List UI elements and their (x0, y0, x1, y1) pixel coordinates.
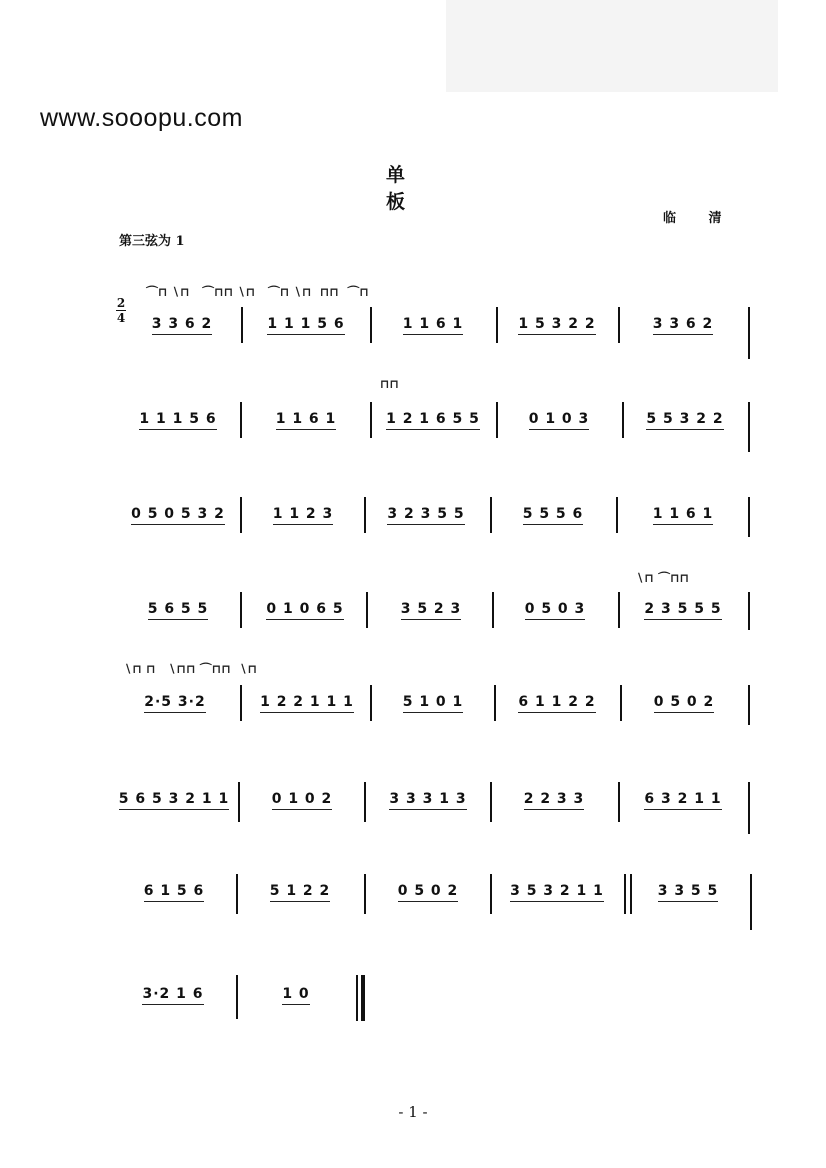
watermark: www.sooopu.com (40, 104, 243, 132)
bowing-marks: ∖⊓ ⌒⊓⊓ (636, 571, 690, 585)
measure: 0 5 0 2 (372, 872, 484, 912)
score-row (0, 590, 826, 630)
measure: 6 1 5 6 (118, 872, 230, 912)
measure: 1 2 1 6 5 5 (378, 400, 488, 440)
measure: 0 5 0 5 3 2 (124, 495, 232, 535)
measure: 6 1 1 2 2 (502, 683, 612, 723)
time-signature-top: 2 (116, 296, 126, 310)
measure: 5 5 3 2 2 (630, 400, 740, 440)
measure: 3 5 3 2 1 1 (498, 872, 616, 912)
page-number: - 1 - (398, 1103, 428, 1121)
measure: 3 3 6 2 (628, 305, 738, 345)
score-row (0, 872, 826, 912)
measure: 2·5 3·2 (118, 683, 232, 723)
score-row (0, 780, 826, 820)
score-row (0, 975, 826, 1015)
score-row (0, 495, 826, 535)
score-row (0, 305, 826, 345)
measure: 0 5 0 3 (500, 590, 610, 630)
measure: 0 1 0 6 5 (250, 590, 360, 630)
measure: 2 2 3 3 (498, 780, 610, 820)
measure: 1 1 2 3 (250, 495, 356, 535)
measure: 1 5 3 2 2 (504, 305, 610, 345)
measure: 5 6 5 3 2 1 1 (116, 780, 232, 820)
bowing-marks: ⌒⊓ ∖⊓ ⌒⊓⊓ ∖⊓ ⌒⊓ ∖⊓ ⊓⊓ ⌒⊓ (146, 285, 369, 299)
composer: 临 清 (663, 211, 736, 226)
scan-artifact (446, 0, 778, 92)
tuning-note: 第三弦为 1 (119, 234, 185, 249)
measure: 5 1 2 2 (244, 872, 356, 912)
measure: 3 2 3 5 5 (372, 495, 480, 535)
measure: 0 1 0 3 (504, 400, 614, 440)
measure: 2 3 5 5 5 (626, 590, 740, 630)
measure: 3 3 5 5 (638, 872, 738, 912)
measure: 3 3 6 2 (132, 305, 232, 345)
time-signature-bottom: 4 (116, 311, 126, 325)
bowing-marks: ⊓⊓ (380, 377, 400, 391)
measure: 1 1 6 1 (626, 495, 740, 535)
measure: 5 1 0 1 (378, 683, 488, 723)
measure: 0 1 0 2 (246, 780, 358, 820)
measure: 0 5 0 2 (628, 683, 740, 723)
measure: 1 1 6 1 (378, 305, 488, 345)
measure: 6 3 2 1 1 (626, 780, 740, 820)
measure: 1 1 1 5 6 (124, 400, 232, 440)
measure: 1 2 2 1 1 1 (250, 683, 364, 723)
measure: 1 1 1 5 6 (250, 305, 362, 345)
measure: 1 1 6 1 (250, 400, 362, 440)
score-title: 单 板 (386, 164, 440, 213)
score-row (0, 683, 826, 723)
measure: 1 0 (246, 975, 346, 1015)
score-row (0, 400, 826, 440)
bowing-marks: ∖⊓ ⊓ ∖⊓⊓ ⌒⊓⊓ ∖⊓ (124, 662, 258, 676)
measure: 3 5 2 3 (376, 590, 486, 630)
measure: 3 3 3 1 3 (372, 780, 484, 820)
measure: 5 6 5 5 (124, 590, 232, 630)
measure: 5 5 5 6 (498, 495, 608, 535)
measure: 3·2 1 6 (116, 975, 230, 1015)
